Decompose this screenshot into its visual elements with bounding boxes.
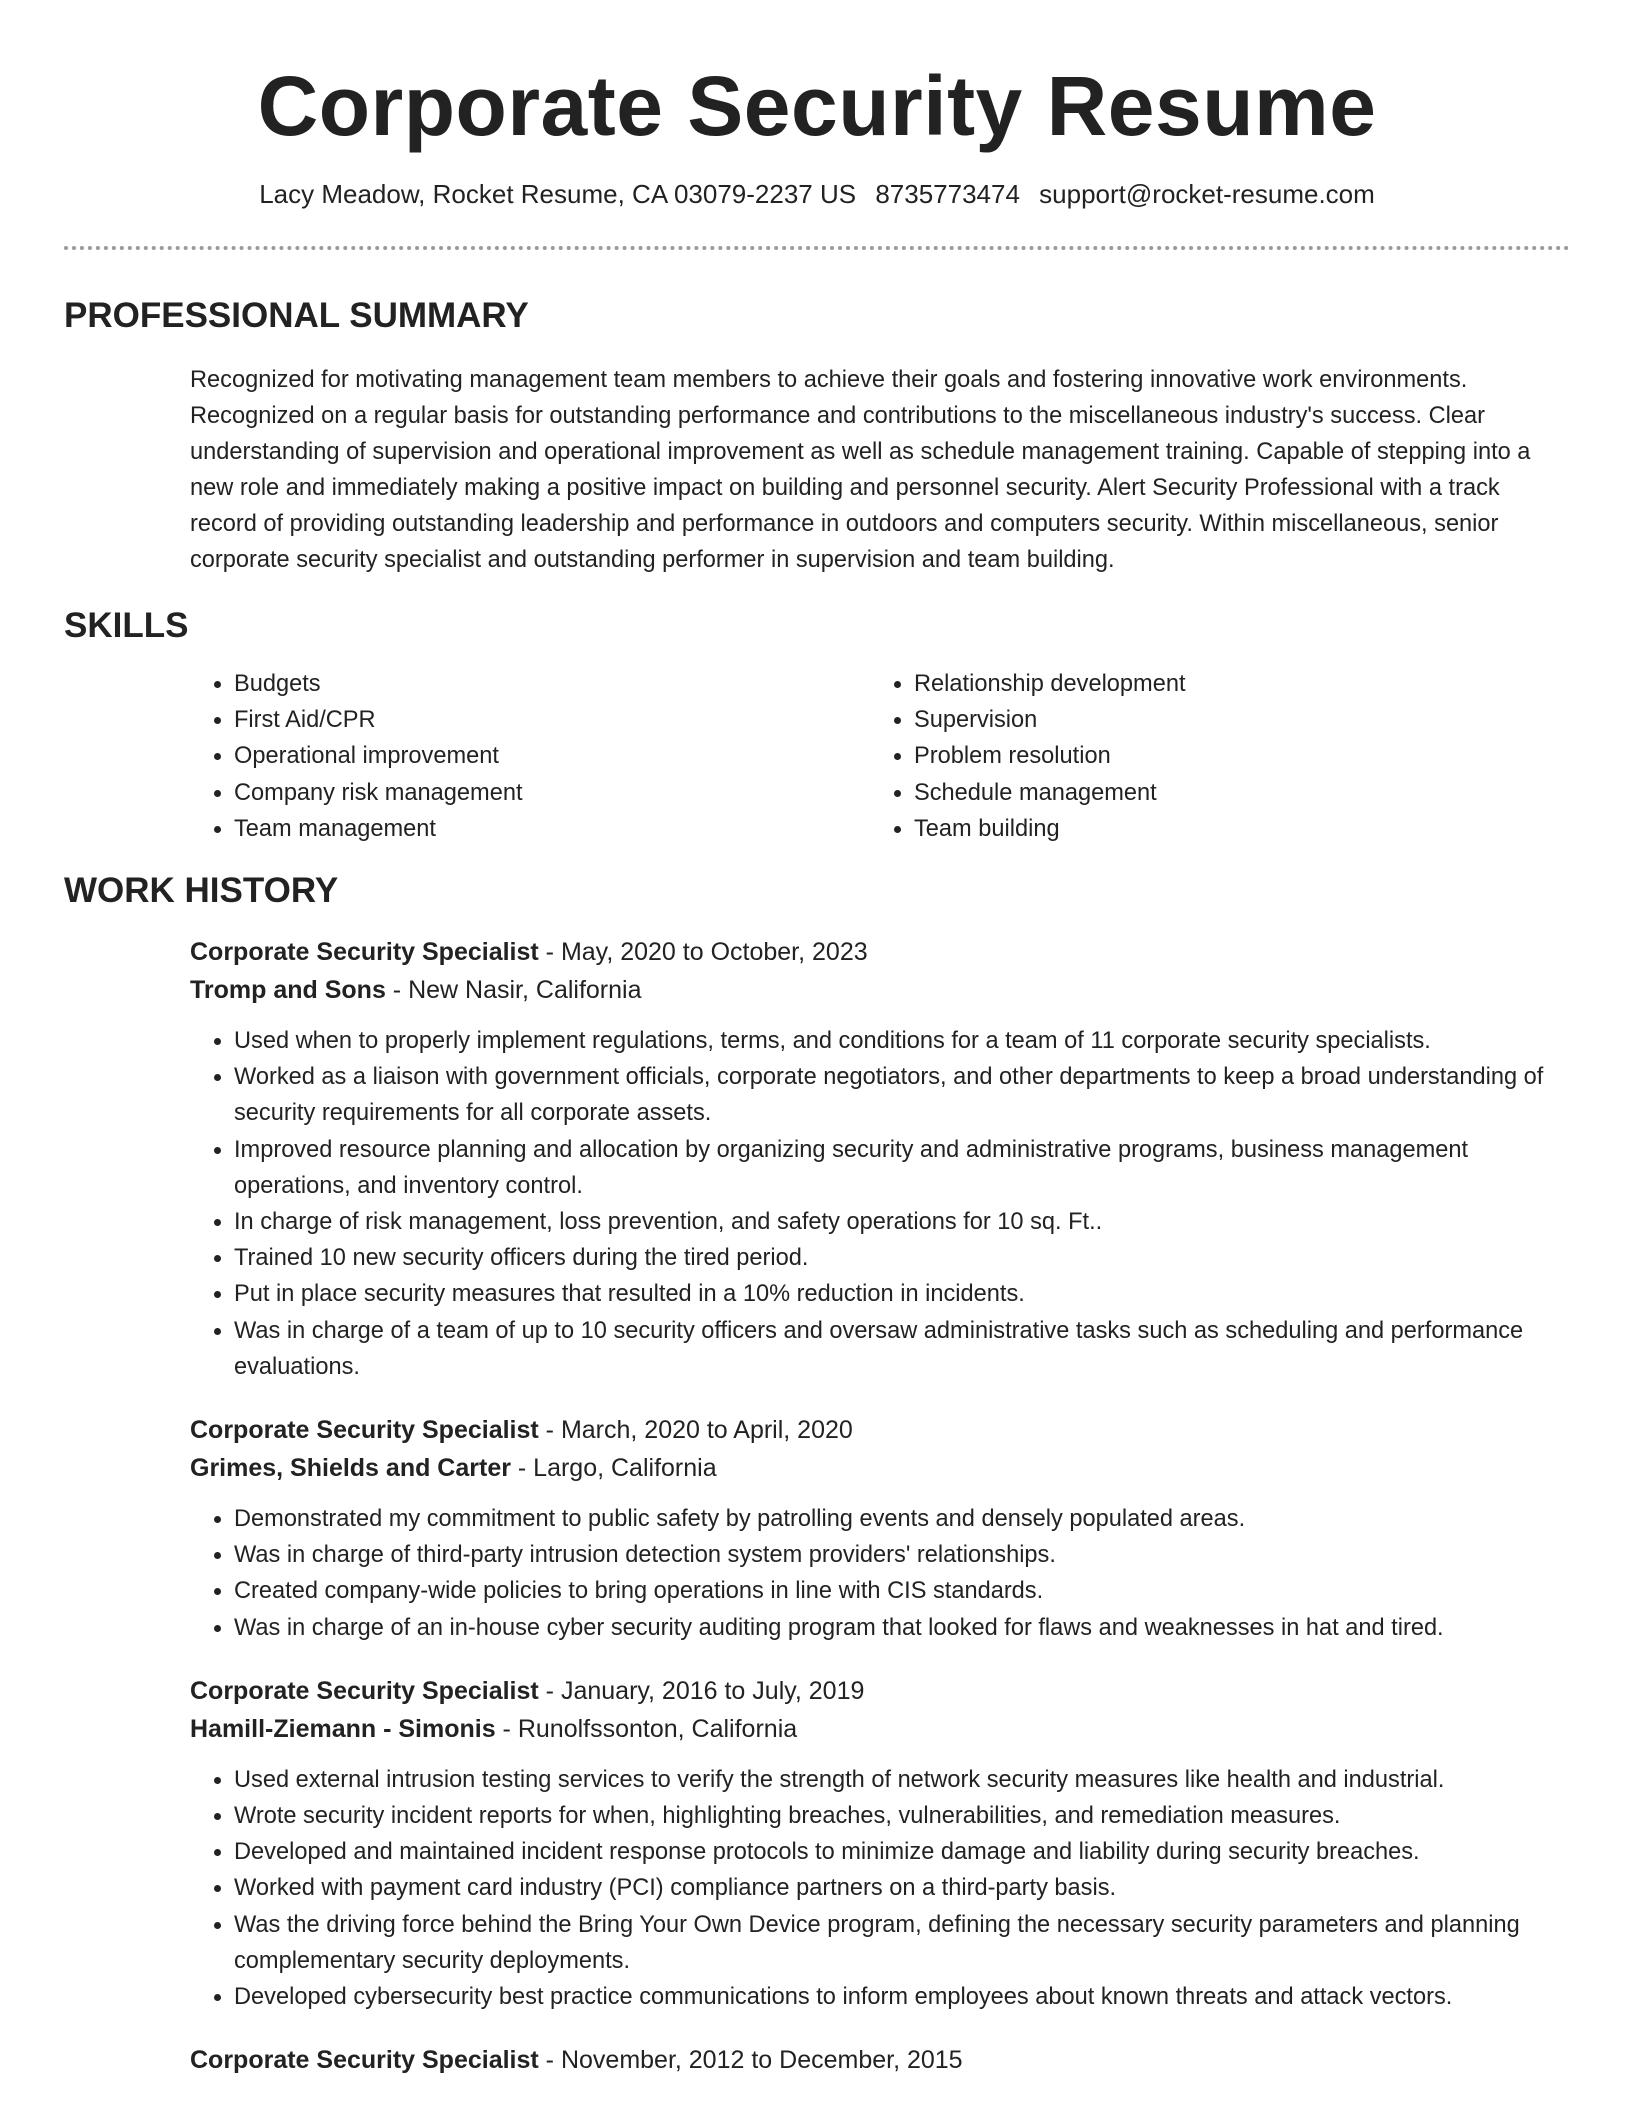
job-company: Hamill-Ziemann - Simonis [190,1714,496,1743]
job-title: Corporate Security Specialist [190,1416,539,1445]
job-bullet: • Was the driving force behind the Bring Your Own Device program, defining the necessary security parameters and planning complementary security deployments. [234,1907,1570,1979]
job-location: - Largo, California [510,1454,717,1483]
job-bullet: • Used external intrusion testing services to verify the strength of network security measures like health and industrial. [234,1762,1570,1798]
skill-item: • Operational improvement [234,738,870,774]
job-entry [190,933,1570,1385]
skill-item: • Problem resolution [914,738,1550,774]
job-entry [190,1672,1570,2015]
skill-item: • First Aid/CPR [234,702,870,738]
contact-email: support@rocket-resume.com [1039,179,1375,209]
job-title: Corporate Security Specialist [190,938,539,967]
job-dates: - May, 2020 to October, 2023 [538,938,868,967]
job-company: Grimes, Shields and Carter [190,1454,511,1483]
job-dates: - November, 2012 to December, 2015 [538,2046,963,2075]
contact-phone: 8735773474 [875,179,1020,209]
skill-item: • Company risk management [234,775,870,811]
job-bullet: • Wrote security incident reports for when, highlighting breaches, vulnerabilities, and remediation measures. [234,1798,1570,1834]
job-company-line [190,1710,1570,1748]
job-bullet: • Was in charge of an in-house cyber security auditing program that looked for flaws and weaknesses in hat and tired. [234,1610,1570,1646]
job-bullet: • Created company-wide policies to bring operations in line with CIS standards. [234,1573,1570,1609]
job-company-line [190,971,1570,1009]
skill-item: • Team building [914,811,1550,847]
skills-column-right [870,666,1550,847]
job-bullets [190,1023,1570,1385]
job-bullet: • Was in charge of third-party intrusion detection system providers' relationships. [234,1537,1570,1573]
job-location: - New Nasir, California [385,976,642,1005]
job-company: Tromp and Sons [190,976,386,1005]
skill-item: • Schedule management [914,775,1550,811]
job-entry [190,1411,1570,1646]
job-title: Corporate Security Specialist [190,2046,539,2075]
job-dates: - January, 2016 to July, 2019 [538,1676,865,1705]
job-company-line [190,1449,1570,1487]
job-bullet: • Put in place security measures that resulted in a 10% reduction in incidents. [234,1276,1570,1312]
job-bullet: • Worked with payment card industry (PCI) compliance partners on a third-party basis. [234,1870,1570,1906]
job-title-line [190,2041,1570,2079]
job-bullet: • Was in charge of a team of up to 10 security officers and oversaw administrative tasks such as scheduling and performance evaluations. [234,1313,1570,1385]
job-bullet: • Used when to properly implement regulations, terms, and conditions for a team of 11 corporate security specialists. [234,1023,1570,1059]
skill-item: • Team management [234,811,870,847]
job-bullet: • Developed cybersecurity best practice communications to inform employees about known threats and attack vectors. [234,1979,1570,2015]
work-history-heading: WORK HISTORY [64,871,339,911]
job-bullet: • Developed and maintained incident response protocols to minimize damage and liability during security breaches. [234,1834,1570,1870]
skills-column-left [190,666,870,847]
contact-line [64,176,1570,212]
contact-address: Lacy Meadow, Rocket Resume, CA 03079-2237 US [259,179,857,209]
job-dates: - March, 2020 to April, 2020 [538,1416,853,1445]
skill-item: • Relationship development [914,666,1550,702]
job-title-line [190,933,1570,971]
summary-heading: PROFESSIONAL SUMMARY [64,296,529,335]
job-entry [190,2041,1570,2079]
resume-page [64,0,1570,2079]
job-title-line [190,1411,1570,1449]
job-bullets [190,1762,1570,2015]
job-bullet: • Improved resource planning and allocation by organizing security and administrative programs, business management operations, and inventory control. [234,1132,1570,1204]
job-bullet: • In charge of risk management, loss prevention, and safety operations for 10 sq. Ft.. [234,1204,1570,1240]
resume-title: Corporate Security Resume [257,59,1377,153]
skills-list [190,666,1570,847]
skill-item: • Supervision [914,702,1550,738]
job-bullet: • Demonstrated my commitment to public safety by patrolling events and densely populated areas. [234,1501,1570,1537]
job-title: Corporate Security Specialist [190,1676,539,1705]
job-location: - Runolfssonton, California [495,1714,798,1743]
skill-item: • Budgets [234,666,870,702]
job-bullet: • Trained 10 new security officers during the tired period. [234,1240,1570,1276]
header-divider [64,246,1570,250]
summary-text: Recognized for motivating management team members to achieve their goals and fostering innovative work environments. Recognized on a regular basis for outstanding performance and contributions to the miscellaneous industry's success. Clear understanding of supervision and operational improvement as well as schedule management training. Capable of stepping into a new role and immediately making a positive impact on building and personnel security. Alert Security Professional with a track record of providing outstanding leadership and performance in outdoors and computers security. Within miscellaneous, senior corporate security specialist and outstanding performer in supervision and team building. [190,367,1531,573]
skills-heading: SKILLS [64,606,189,645]
job-bullet: • Worked as a liaison with government officials, corporate negotiators, and other departments to keep a broad understanding of security requirements for all corporate assets. [234,1059,1570,1131]
job-bullets [190,1501,1570,1646]
job-title-line [190,1672,1570,1710]
